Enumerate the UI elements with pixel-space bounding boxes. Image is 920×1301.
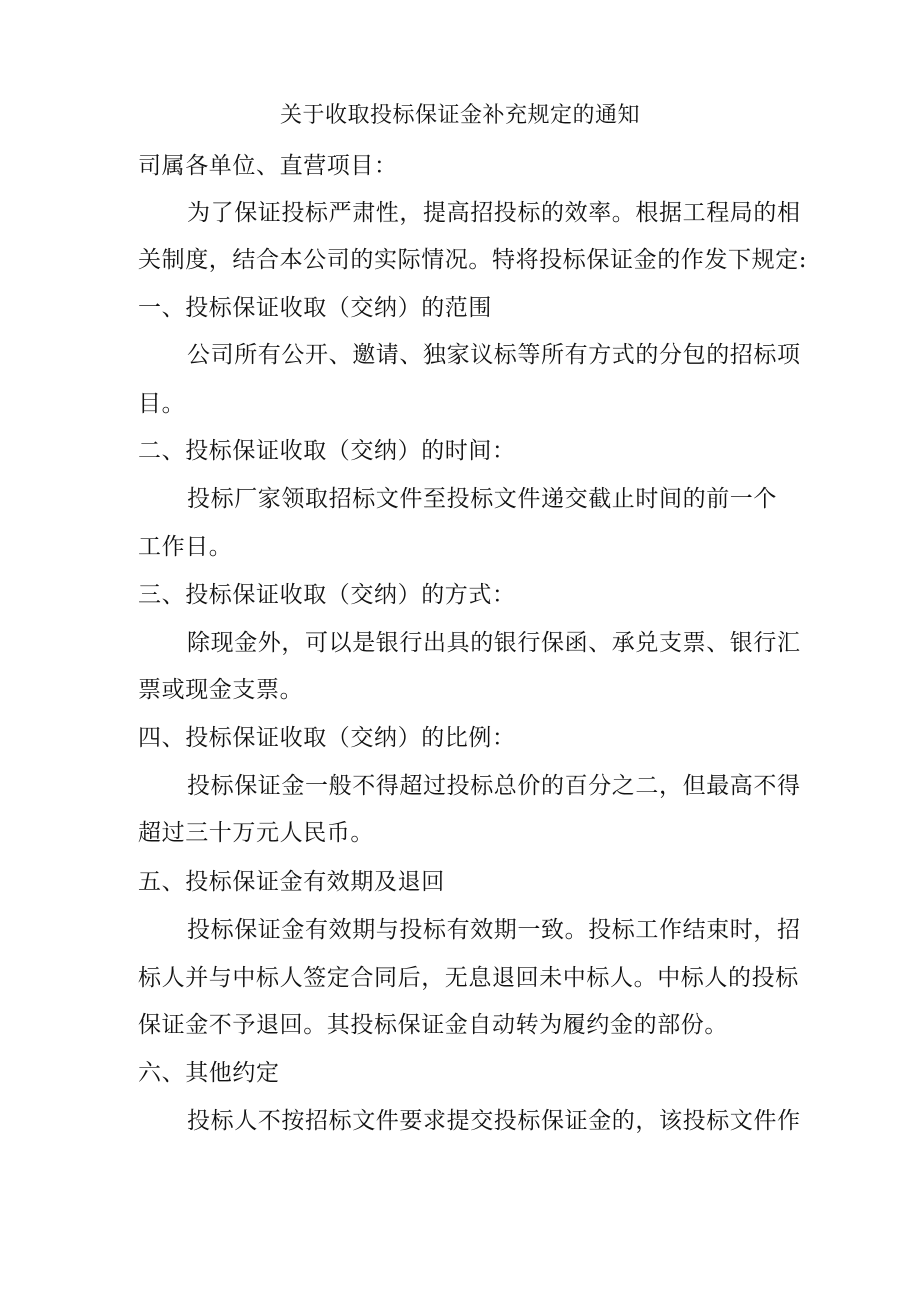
section-heading: 四、投标保证收取（交纳）的比例：	[138, 725, 516, 751]
paragraph-line: 保证金不予退回。其投标保证金自动转为履约金的部份。	[138, 1012, 728, 1038]
paragraph-line: 公司所有公开、邀请、独家议标等所有方式的分包的招标项	[187, 342, 801, 368]
paragraph-line: 除现金外，可以是银行出具的银行保函、承兑支票、银行汇	[187, 630, 801, 656]
section-heading: 六、其他约定	[138, 1060, 280, 1086]
paragraph-line: 目。	[138, 391, 186, 417]
paragraph-line: 票或现金支票。	[138, 677, 304, 703]
paragraph-line: 超过三十万元人民币。	[138, 820, 374, 846]
section-heading: 二、投标保证收取（交纳）的时间：	[138, 438, 516, 464]
salutation: 司属各单位、直营项目：	[138, 153, 398, 179]
section-heading: 一、投标保证收取（交纳）的范围	[138, 295, 492, 321]
paragraph-line: 为了保证投标严肃性，提高招投标的效率。根据工程局的相	[187, 200, 801, 226]
paragraph-line: 工作日。	[138, 534, 233, 560]
paragraph-line: 投标保证金一般不得超过投标总价的百分之二，但最高不得	[187, 773, 801, 799]
document-title: 关于收取投标保证金补充规定的通知	[279, 103, 640, 128]
paragraph-line: 投标人不按招标文件要求提交投标保证金的，该投标文件作	[187, 1108, 801, 1134]
paragraph-line: 标人并与中标人签定合同后，无息退回未中标人。中标人的投标	[138, 965, 799, 991]
section-heading: 三、投标保证收取（交纳）的方式：	[138, 582, 516, 608]
paragraph-line: 投标保证金有效期与投标有效期一致。投标工作结束时，招	[187, 917, 801, 943]
section-heading: 五、投标保证金有效期及退回	[138, 869, 445, 895]
paragraph-line: 关制度，结合本公司的实际情况。特将投标保证金的作发下规定:	[138, 247, 808, 273]
paragraph-line: 投标厂家领取招标文件至投标文件递交截止时间的前一个	[187, 486, 777, 512]
